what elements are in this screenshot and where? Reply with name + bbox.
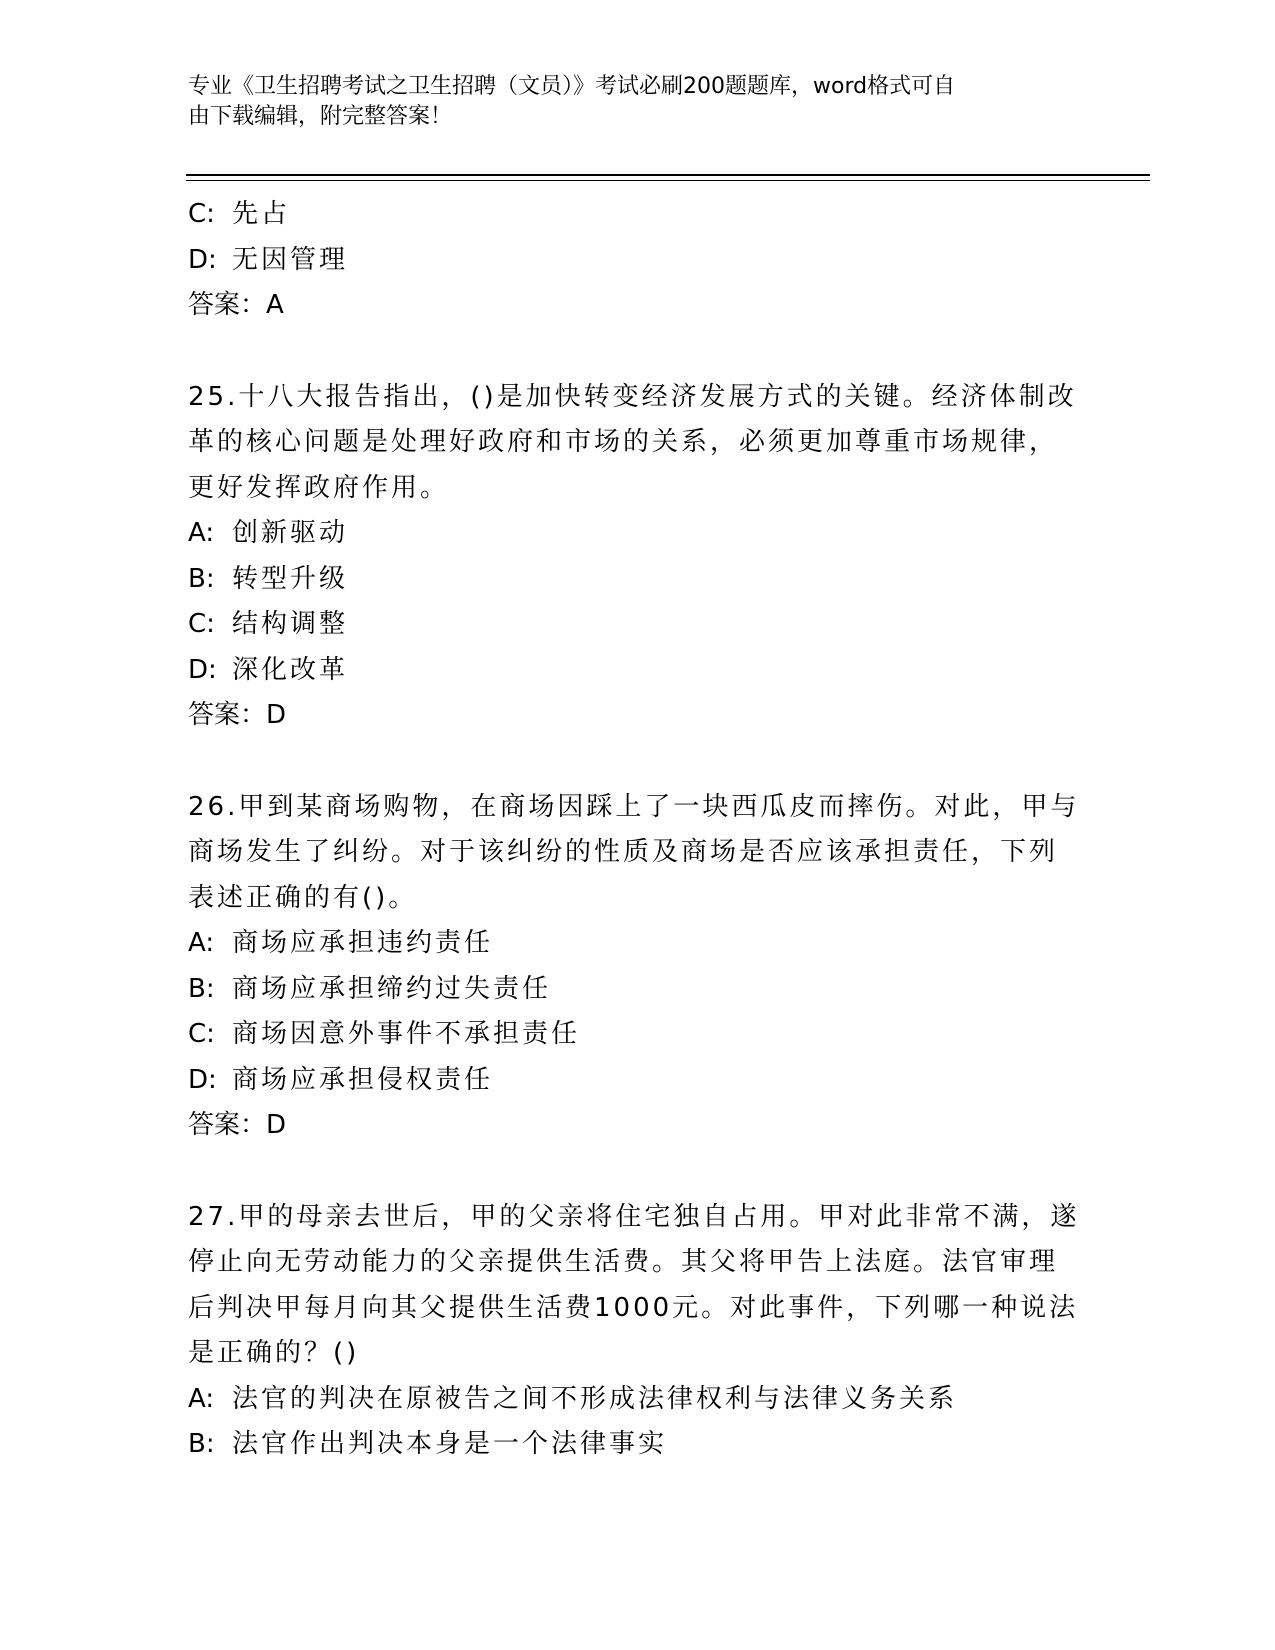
question-text-line: 表述正确的有()。	[188, 882, 418, 913]
option-c: C: 先占	[188, 199, 291, 229]
header-rule-thin	[186, 180, 1150, 181]
question-text-line: 商场发生了纠纷。对于该纠纷的性质及商场是否应该承担责任，下列	[188, 837, 1059, 867]
option-d: D: 无因管理	[188, 244, 349, 275]
option-d: D: 深化改革	[188, 654, 349, 685]
header-rule-thick	[186, 174, 1150, 176]
question-text-line: 后判决甲每月向其父提供生活费1000元。对此事件，下列哪一种说法	[188, 1292, 1079, 1323]
answer-line: 答案：D	[188, 700, 287, 730]
option-a: A: 商场应承担违约责任	[188, 928, 494, 958]
prev-question-block	[188, 192, 1088, 329]
option-c: C: 结构调整	[188, 609, 349, 639]
answer-line: 答案：D	[188, 1110, 287, 1140]
option-c: C: 商场因意外事件不承担责任	[188, 1019, 581, 1049]
answer-line: 答案：A	[188, 290, 284, 320]
header-line-2: 由下载编辑，附完整答案！	[188, 104, 453, 129]
question-25	[188, 375, 1088, 739]
question-text-line: 停止向无劳动能力的父亲提供生活费。其父将甲告上法庭。法官审理	[188, 1247, 1059, 1277]
question-26	[188, 785, 1088, 1149]
option-d: D: 商场应承担侵权责任	[188, 1064, 494, 1095]
question-text-line: 27.甲的母亲去世后，甲的父亲将住宅独自占用。甲对此非常不满，遂	[188, 1201, 1080, 1232]
question-text-line: 是正确的？()	[188, 1338, 360, 1368]
question-text-line: 25.十八大报告指出，()是加快转变经济发展方式的关键。经济体制改	[188, 381, 1077, 412]
question-text-line: 更好发挥政府作用。	[188, 472, 450, 503]
document-header	[188, 72, 1068, 132]
option-b: B: 转型升级	[188, 563, 349, 594]
question-text-line: 革的核心问题是处理好政府和市场的关系，必须更加尊重市场规律，	[188, 427, 1059, 457]
question-content	[188, 192, 1088, 1468]
option-a: A: 创新驱动	[188, 518, 349, 548]
option-a: A: 法官的判决在原被告之间不形成法律权利与法律义务关系	[188, 1383, 958, 1414]
question-27	[188, 1195, 1088, 1468]
option-b: B: 商场应承担缔约过失责任	[188, 973, 552, 1004]
option-b: B: 法官作出判决本身是一个法律事实	[188, 1429, 668, 1459]
header-line-1: 专业《卫生招聘考试之卫生招聘（文员）》考试必刷200题题库，word格式可自	[188, 74, 956, 99]
question-text-line: 26.甲到某商场购物，在商场因踩上了一块西瓜皮而摔伤。对此，甲与	[188, 791, 1080, 822]
